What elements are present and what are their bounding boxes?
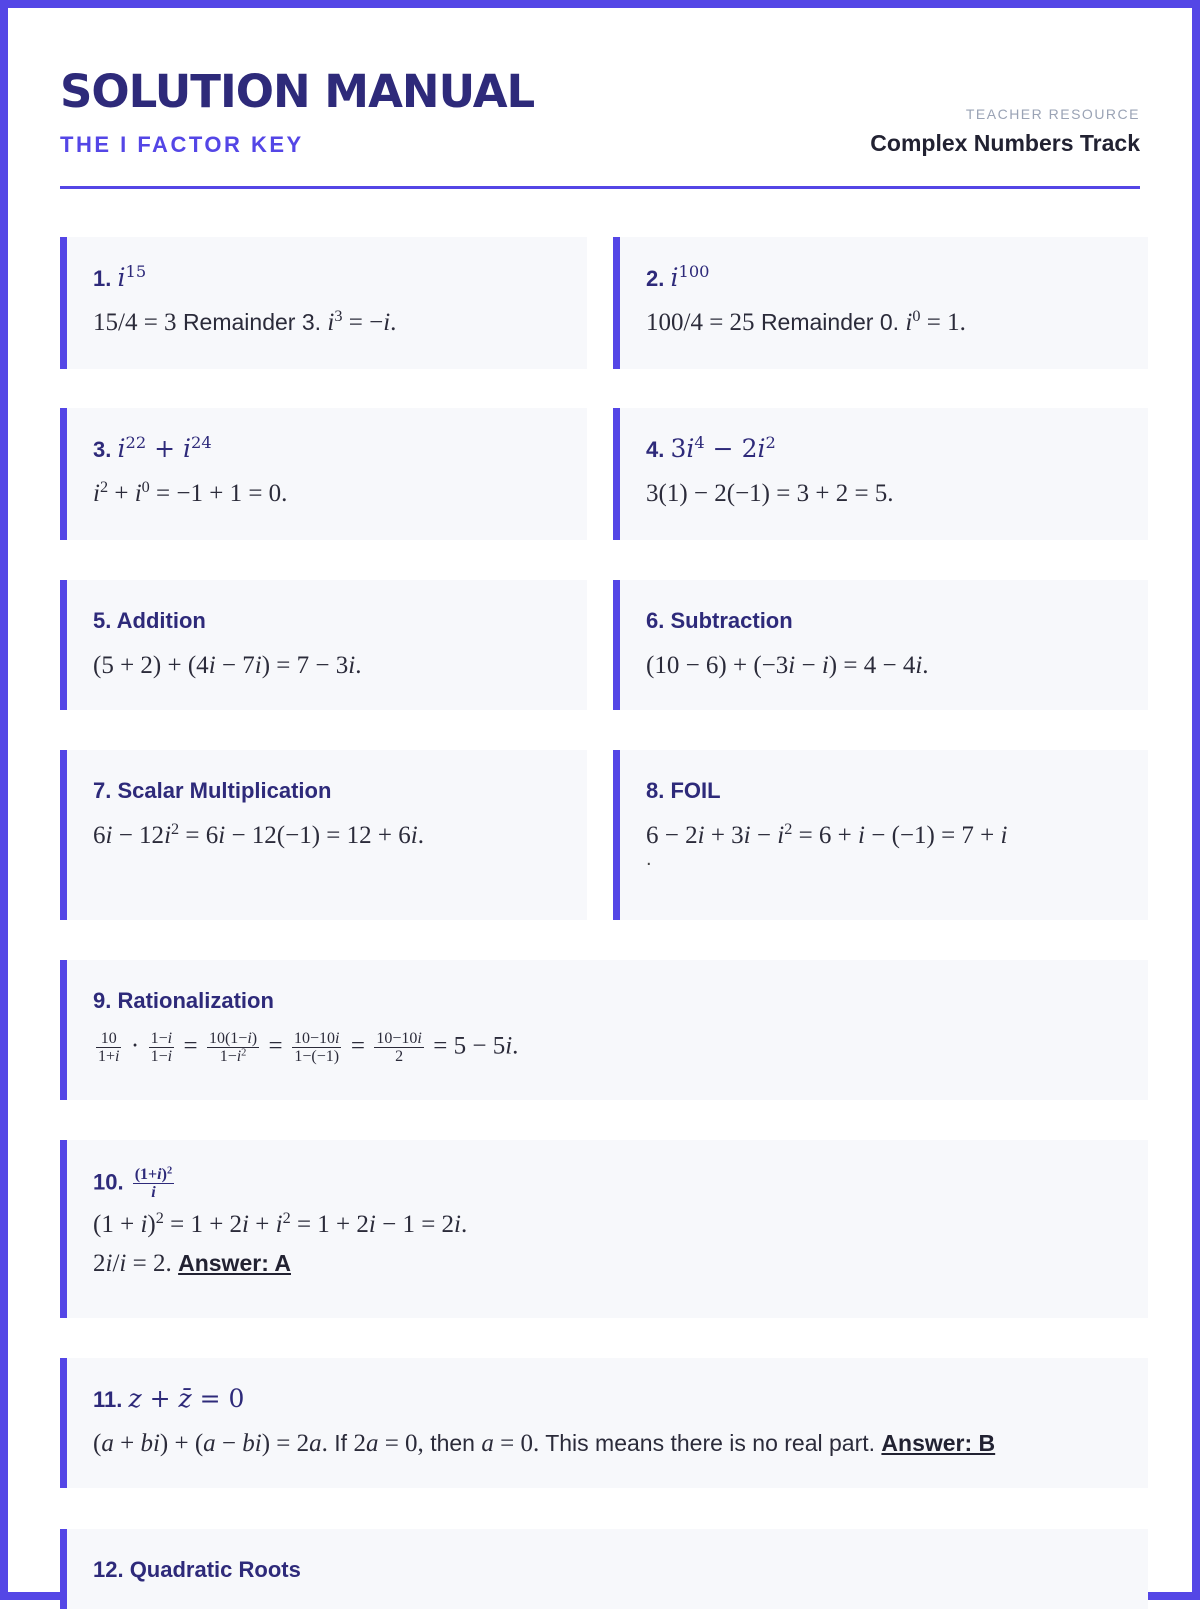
fraction: $\frac{10-10i}{1-(-1)}$ bbox=[294, 1030, 340, 1065]
problem-title bbox=[646, 434, 1122, 468]
solution-card-5 bbox=[60, 580, 587, 710]
solution-text bbox=[93, 1210, 1122, 1279]
solution-card-6 bbox=[613, 580, 1148, 710]
trailing-period: . bbox=[646, 848, 652, 870]
page-title: SOLUTION MANUAL bbox=[60, 65, 535, 118]
solution-card-3 bbox=[60, 408, 587, 540]
problem-number: 1. bbox=[93, 266, 112, 291]
problem-title bbox=[646, 263, 1122, 297]
solution-math: (a + bi) + (a − bi) = 2a. bbox=[93, 1430, 328, 1457]
solution-text bbox=[646, 478, 1122, 509]
solution-math: $6 - 2i + 3i - i^2 = 6 + i - (-1) = 7 + i$ bbox=[646, 820, 1008, 849]
solution-line-2 bbox=[93, 1248, 1122, 1279]
problem-title: 8. FOIL bbox=[646, 778, 721, 803]
solution-card-7 bbox=[60, 750, 587, 920]
solution-math: = 5 − 5i. bbox=[433, 1032, 519, 1060]
problem-title bbox=[93, 434, 561, 468]
resource-kicker: TEACHER RESOURCE bbox=[965, 106, 1140, 122]
solution-card-10 bbox=[60, 1140, 1148, 1318]
problem-expression: $i^{100}$ bbox=[670, 262, 710, 292]
problem-title bbox=[93, 263, 561, 297]
problem-title: 6. Subtraction bbox=[646, 608, 793, 633]
problem-expression: $i^{15}$ bbox=[117, 262, 147, 292]
solution-text: $\frac{10}{1+i}$ · $\frac{1-i}{1-i}$ = $\frac{10(1-i)}{1-i^2}$ = $\frac{10-10i}{1-(-1)}$ = $\frac{10-10i}{2}$ = 5 − 5i. bbox=[98, 1030, 519, 1065]
problem-number: 3. bbox=[93, 437, 112, 462]
solution-card-1 bbox=[60, 237, 587, 369]
solution-math: $6i - 12i^2 = 6i - 12(-1) = 12 + 6i$. bbox=[93, 820, 424, 849]
solution-text bbox=[646, 307, 1122, 338]
solution-math: 15/4 = 3 bbox=[93, 309, 177, 336]
solution-math: 3(1) − 2(−1) = 3 + 2 = 5. bbox=[646, 480, 894, 507]
solution-card-12 bbox=[60, 1529, 1148, 1609]
problem-title bbox=[93, 1166, 1122, 1200]
solution-text bbox=[93, 307, 561, 338]
solution-math-3: a = 0. bbox=[481, 1430, 540, 1457]
solution-text bbox=[646, 820, 1122, 870]
solution-math-2: $i^3 = -i$. bbox=[327, 307, 397, 336]
fraction: $\frac{1-i}{1-i}$ bbox=[150, 1030, 173, 1065]
track-name: Complex Numbers Track bbox=[870, 130, 1140, 156]
solution-card-11 bbox=[60, 1358, 1148, 1488]
fraction: $\frac{10(1-i)}{1-i^2}$ bbox=[208, 1030, 258, 1065]
solution-text bbox=[93, 1428, 1122, 1459]
problem-number: 11. bbox=[93, 1387, 123, 1412]
solution-math-2: 2a = 0, bbox=[353, 1430, 424, 1457]
solution-math: 2i/i = 2. bbox=[93, 1250, 172, 1277]
solution-math-2: $i^0 = 1$. bbox=[905, 307, 966, 336]
solution-math: (10 − 6) + (−3i − i) = 4 − 4i. bbox=[646, 652, 929, 679]
problem-title: 12. Quadratic Roots bbox=[93, 1557, 301, 1582]
solution-text bbox=[646, 650, 1122, 681]
solution-text bbox=[93, 478, 561, 509]
problem-number: 10. bbox=[93, 1169, 124, 1195]
solution-note: Remainder 0. bbox=[760, 309, 900, 335]
fraction: $\frac{10}{1+i}$ bbox=[98, 1030, 120, 1065]
problem-title: 5. Addition bbox=[93, 608, 206, 633]
solution-card-4 bbox=[613, 408, 1148, 540]
problem-expression: $i^{22} + i^{24}$ bbox=[117, 433, 212, 463]
solution-math: $i^2 + i^0 = -1 + 1 = 0$. bbox=[93, 478, 288, 507]
solution-card-8 bbox=[613, 750, 1148, 920]
page-subtitle: THE I FACTOR KEY bbox=[60, 132, 304, 157]
solution-card-2 bbox=[613, 237, 1148, 369]
problem-expression: $\frac{(1+i)^2}{i}$ bbox=[134, 1165, 173, 1201]
answer-label: Answer: A bbox=[178, 1250, 291, 1276]
solution-note: then bbox=[430, 1430, 475, 1456]
solution-note: This means there is no real part. bbox=[545, 1430, 876, 1456]
fraction: $\frac{10-10i}{2}$ bbox=[376, 1030, 422, 1065]
solution-text bbox=[93, 650, 561, 681]
solution-math: 100/4 = 25 bbox=[646, 309, 755, 336]
problem-number: 4. bbox=[646, 437, 665, 462]
solution-text bbox=[93, 820, 561, 851]
problem-number: 2. bbox=[646, 266, 665, 291]
solution-note: If bbox=[334, 1430, 348, 1456]
problem-expression: $3i^4 - 2i^2$ bbox=[670, 433, 776, 463]
problem-title: 9. Rationalization bbox=[93, 988, 274, 1013]
answer-label: Answer: B bbox=[881, 1430, 996, 1456]
solution-math: (5 + 2) + (4i − 7i) = 7 − 3i. bbox=[93, 652, 362, 679]
page-header bbox=[60, 66, 1140, 189]
solution-line-1: $(1 + i)^2 = 1 + 2i + i^2 = 1 + 2i - 1 = 2i$. bbox=[93, 1209, 468, 1238]
solution-note: Remainder 3. bbox=[182, 309, 322, 335]
problem-title: 7. Scalar Multiplication bbox=[93, 778, 332, 803]
solution-card-9 bbox=[60, 960, 1148, 1100]
problem-title bbox=[93, 1384, 1122, 1418]
problem-expression: z + z̄ = 0 bbox=[128, 1384, 245, 1413]
